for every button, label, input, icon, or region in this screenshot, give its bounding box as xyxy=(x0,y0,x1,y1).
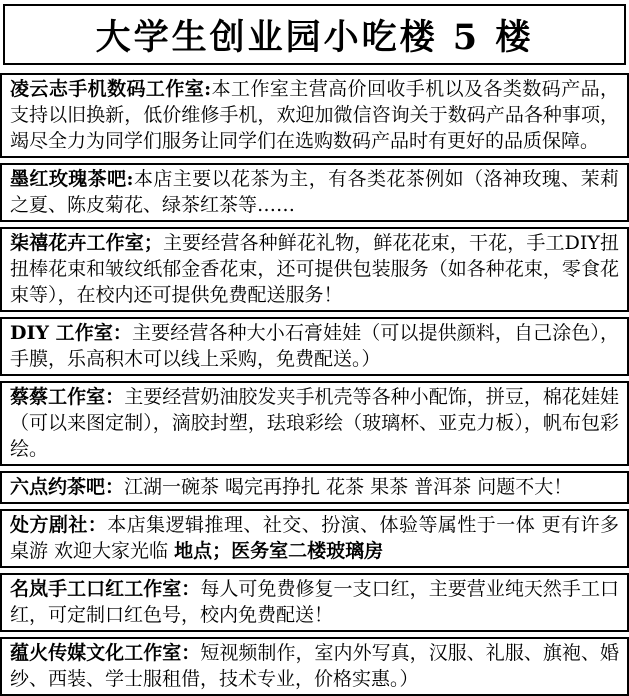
section-text: 主要经营奶油胶发夹手机壳等各种小配饰，拼豆，棉花娃娃（可以来图定制），滴胶封塑，珐琅彩绘（玻璃杯、亚克力板），帆布包彩绘。 xyxy=(10,386,619,460)
title-box xyxy=(3,4,626,65)
section-row xyxy=(0,227,629,312)
section-label: DIY 工作室： xyxy=(10,322,133,344)
section-sublabel: 地点；医务室二楼玻璃房 xyxy=(174,540,384,562)
section-label: 蕴火传媒文化工作室： xyxy=(10,642,201,664)
section-row xyxy=(0,573,629,632)
section-row xyxy=(0,73,629,158)
section-text: 江湖一碗茶 喝完再挣扎 花茶 果茶 普洱茶 问题不大！ xyxy=(124,476,573,498)
section-text: 本工作室主营高价回收手机以及各类数码产品，支持以旧换新，低价维修手机，欢迎加微信咨询关于数码产品各种事项，竭尽全力为同学们服务让同学们在选购数码产品时有更好的品质保障。 xyxy=(10,78,619,152)
section-text: 短视频制作，室内外写真，汉服、礼服、旗袍、婚纱、西装、学士服租借，技术专业，价格实惠。） xyxy=(10,642,619,690)
section-label: 凌云志手机数码工作室: xyxy=(10,78,212,100)
section-text: 每人可免费修复一支口红，主要营业纯天然手工口红，可定制口红色号，校内免费配送！ xyxy=(10,578,619,626)
section-text: 本店主要以花茶为主，有各类花茶例如（洛神玫瑰、茉莉之夏、陈皮菊花、绿茶红茶等…… xyxy=(10,168,619,216)
section-label: 处方剧社： xyxy=(10,514,108,536)
page-title: 大学生创业园小吃楼 5 楼 xyxy=(95,16,534,58)
section-row xyxy=(0,381,629,466)
sections-container xyxy=(0,73,629,696)
section-label: 蔡蔡工作室： xyxy=(10,386,125,408)
section-row xyxy=(0,509,629,568)
section-label: 六点约茶吧： xyxy=(10,476,125,498)
section-label: 墨红玫瑰茶吧: xyxy=(10,168,134,190)
section-row xyxy=(0,471,629,504)
section-label: 名岚手工口红工作室： xyxy=(10,578,201,600)
section-text: 本店集逻辑推理、社交、扮演、体验等属性于一体 更有许多桌游 欢迎大家光临 xyxy=(10,514,619,562)
section-row xyxy=(0,637,629,696)
section-text: 主要经营各种鲜花礼物，鲜花花束，干花，手工DIY扭扭棒花束和皱纹纸郁金香花束，还可提供包装服务（如各种花束，零食花束等），在校内还可提供免费配送服务！ xyxy=(10,232,619,306)
section-row xyxy=(0,317,629,376)
document-page xyxy=(0,4,629,690)
section-row xyxy=(0,163,629,222)
section-text: 主要经营各种大小石膏娃娃（可以提供颜料，自己涂色），手膜，乐高积木可以线上采购，免费配送。） xyxy=(10,322,619,370)
section-label: 柒禧花卉工作室； xyxy=(10,232,163,254)
